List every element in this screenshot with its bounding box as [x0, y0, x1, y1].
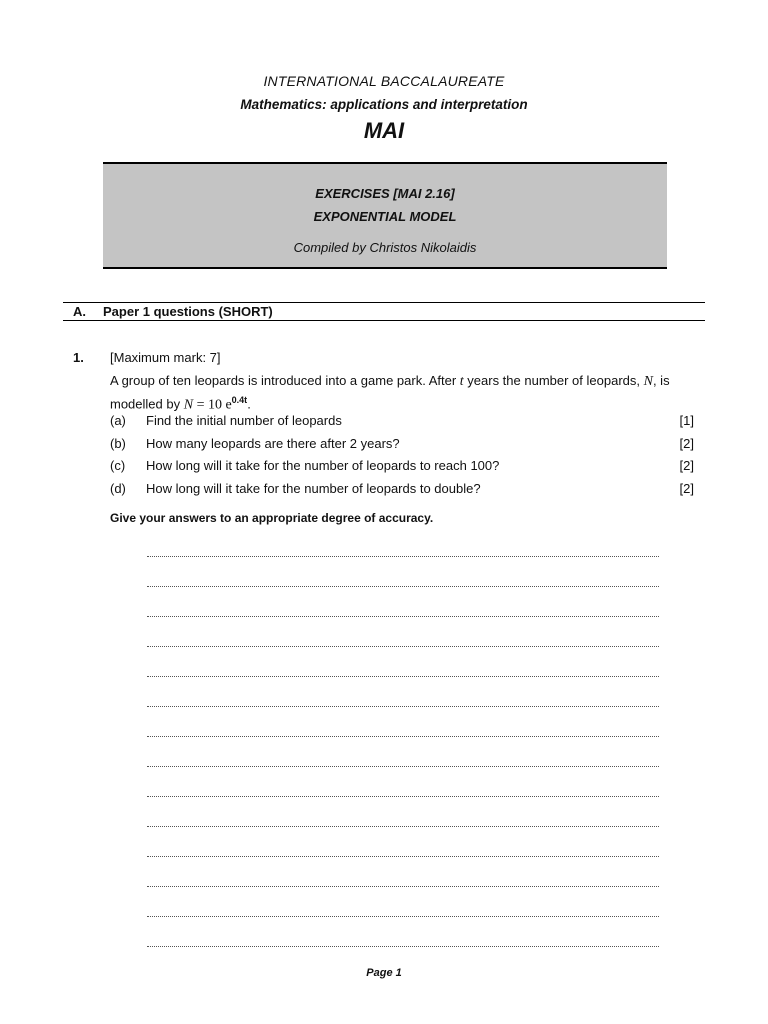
question-part-c — [110, 458, 694, 476]
answer-line — [147, 736, 659, 737]
header-course-code: MAI — [363, 118, 405, 143]
answer-line — [147, 706, 659, 707]
section-number: A. — [73, 304, 86, 319]
part-label: (c) — [110, 458, 126, 473]
exercise-title: EXERCISES [MAI 2.16] — [315, 186, 455, 201]
page-number: Page 1 — [366, 967, 402, 979]
part-marks: [1] — [679, 413, 694, 428]
part-marks: [2] — [679, 458, 694, 473]
answer-line — [147, 766, 659, 767]
answer-line — [147, 886, 659, 887]
answer-instruction: Give your answers to an appropriate degree of accuracy. — [110, 511, 434, 525]
title-band — [103, 162, 667, 269]
answer-line — [147, 796, 659, 797]
answer-line — [147, 916, 659, 917]
question-part-d — [110, 481, 694, 499]
stem-text-2: years the number of leopards, — [463, 373, 644, 388]
section-heading — [63, 302, 705, 321]
answer-line — [147, 826, 659, 827]
part-text: Find the initial number of leopards — [146, 413, 342, 428]
answer-line — [147, 556, 659, 557]
question-max-mark: [Maximum mark: 7] — [110, 350, 221, 365]
part-label: (a) — [110, 413, 126, 428]
header-institution: INTERNATIONAL BACCALAUREATE — [263, 73, 505, 89]
variable-t: t — [459, 374, 464, 389]
stem-end: . — [247, 396, 251, 412]
formula-rhs: = 10 e — [193, 397, 232, 413]
section-title: Paper 1 questions (SHORT) — [103, 304, 273, 319]
formula-exponent: 0.4t — [231, 395, 248, 405]
question-stem — [110, 372, 670, 414]
stem-text-1: A group of ten leopards is introduced into a game park. After — [110, 373, 460, 388]
part-marks: [2] — [679, 436, 694, 451]
answer-line — [147, 616, 659, 617]
question-part-b — [110, 436, 694, 454]
part-label: (b) — [110, 436, 126, 451]
part-marks: [2] — [679, 481, 694, 496]
answer-line — [147, 946, 659, 947]
header-subject: Mathematics: applications and interpretation — [240, 97, 528, 112]
formula-lhs: N — [183, 397, 194, 413]
part-label: (d) — [110, 481, 126, 496]
part-text: How long will it take for the number of leopards to reach 100? — [146, 458, 500, 473]
stem-text-3: , is modelled by — [110, 373, 670, 412]
part-text: How many leopards are there after 2 years? — [146, 436, 400, 451]
answer-line — [147, 646, 659, 647]
author-credit: Compiled by Christos Nikolaidis — [293, 240, 477, 255]
variable-n: N — [643, 374, 653, 389]
answer-line — [147, 676, 659, 677]
answer-line — [147, 856, 659, 857]
part-text: How long will it take for the number of leopards to double? — [146, 481, 481, 496]
question-part-a — [110, 413, 694, 431]
topic-title: EXPONENTIAL MODEL — [313, 209, 457, 224]
answer-line — [147, 586, 659, 587]
question-number: 1. — [73, 350, 84, 365]
